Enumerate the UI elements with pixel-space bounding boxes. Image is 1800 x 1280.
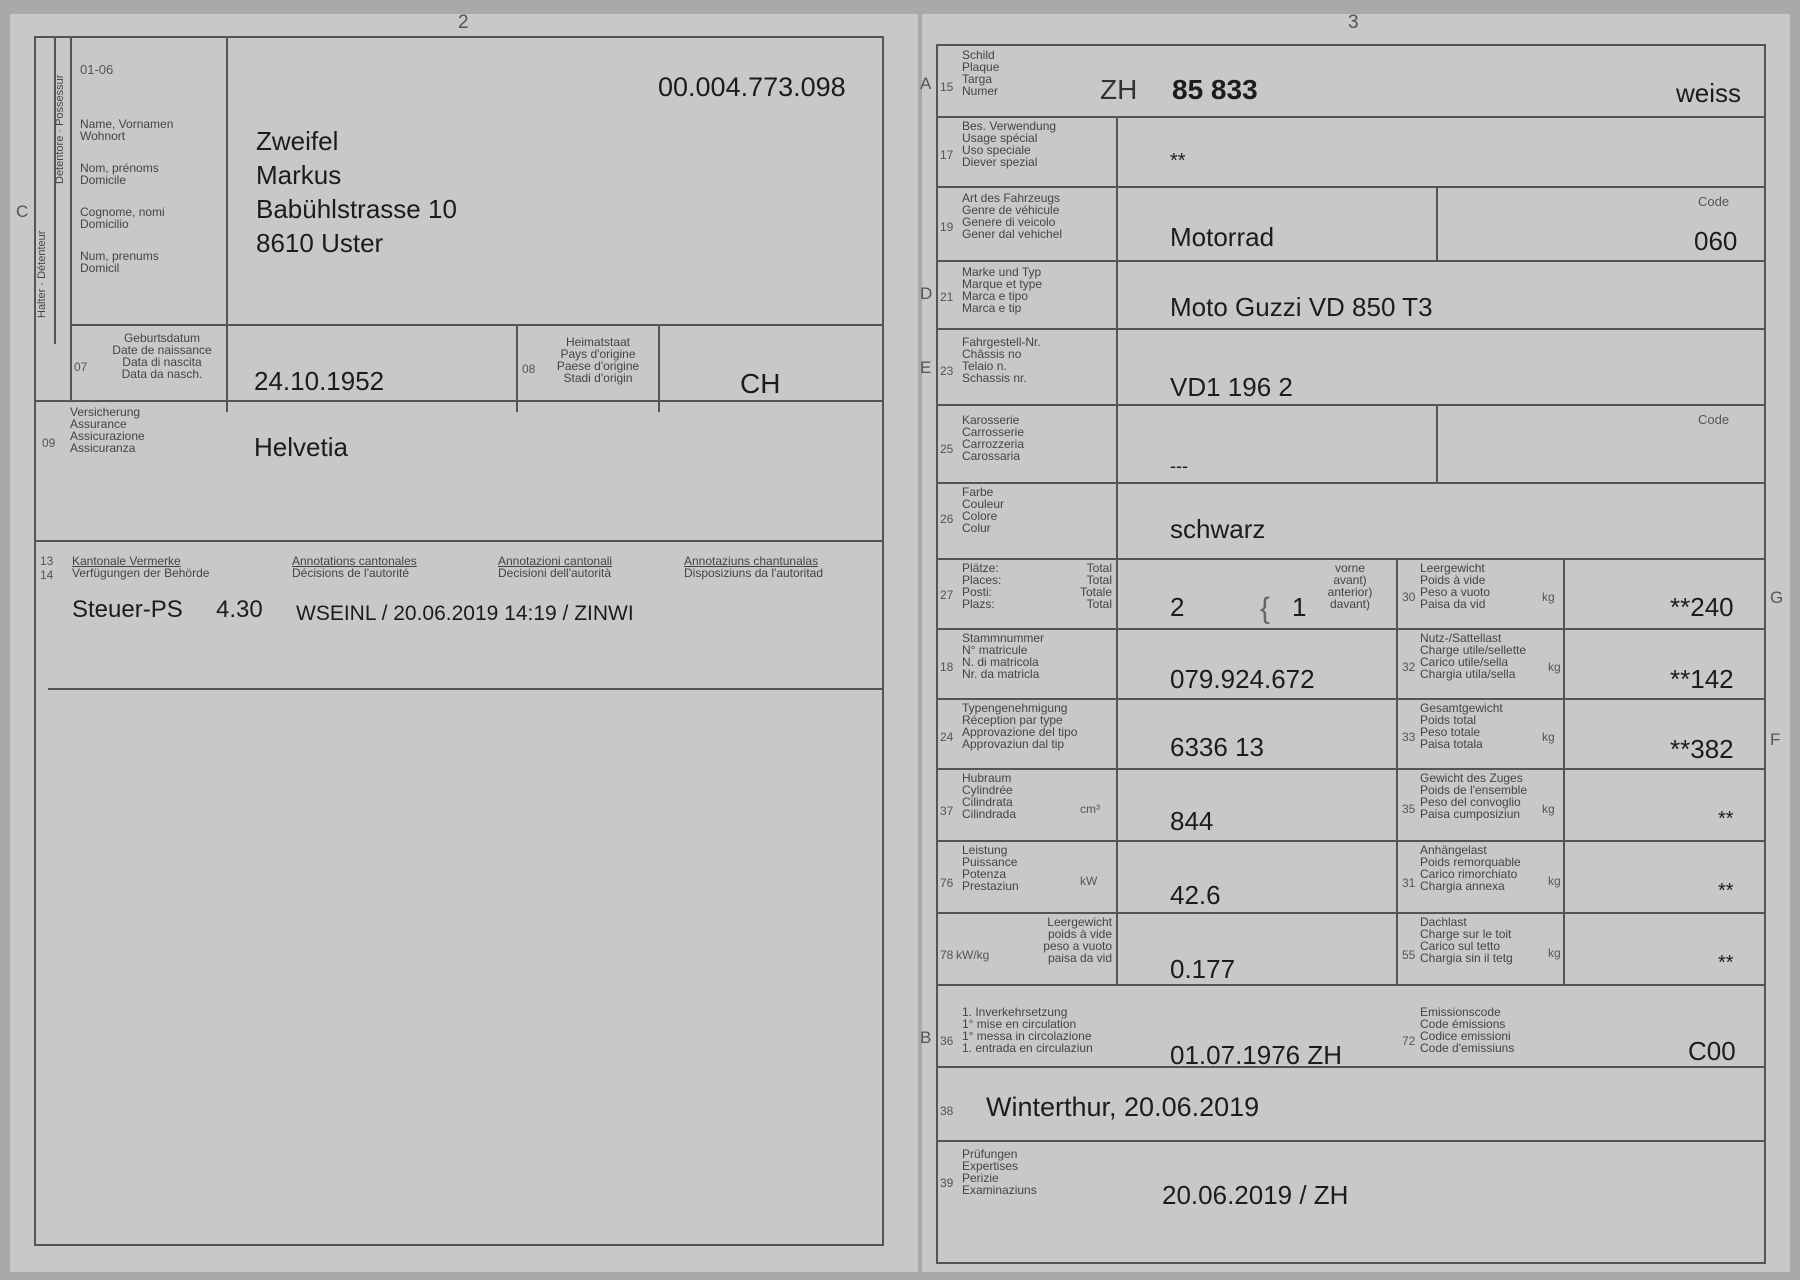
birth-labels: Geburtsdatum Date de naissance Data di nascita Data da nasch. <box>112 331 212 381</box>
total-weight-unit: kg <box>1542 730 1555 744</box>
power-unit: kW <box>1080 874 1098 888</box>
insurance-field-number: 09 <box>42 436 56 450</box>
annotations-de: Kantonale Vermerke Verfügungen der Behörde <box>72 554 210 580</box>
first-registration-field-number: 36 <box>940 1034 954 1048</box>
holder-surname: Zweifel <box>256 126 339 156</box>
first-registration-labels: 1. Inverkehrsetzung 1° mise en circulation 1° messa in circolazione 1. entrada en circulaziun <box>962 1005 1093 1055</box>
plate-labels: Schild Plaque Targa Numer <box>962 48 1000 98</box>
frame-top <box>34 36 884 38</box>
type-approval: 6336 13 <box>1170 732 1264 762</box>
marker-b: B <box>920 1028 932 1047</box>
matricule-field-number: 18 <box>940 660 954 674</box>
holder-firstname: Markus <box>256 160 342 190</box>
seats-field-number: 27 <box>940 588 954 602</box>
birth-field-number: 07 <box>74 360 88 374</box>
roof-load-labels: Dachlast Charge sur le toit Carico sul tetto Chargia sin il tetg <box>1420 915 1513 965</box>
holder-vertical-label-1: Halter · Détenteur <box>36 230 48 318</box>
frame-right <box>1764 44 1766 1264</box>
holder-vertical-label-2: Detentore · Possessur <box>54 74 66 184</box>
inspections: 20.06.2019 / ZH <box>1162 1180 1349 1210</box>
holder-field-code: 01-06 <box>80 62 114 77</box>
make-field-number: 21 <box>940 290 954 304</box>
trailer-load-unit: kg <box>1548 874 1561 888</box>
emission-code: C00 <box>1688 1036 1736 1066</box>
inspections-field-number: 39 <box>940 1176 954 1190</box>
plate-number: 85 833 <box>1172 74 1258 105</box>
plate-color: weiss <box>1676 78 1742 108</box>
place-date-field-number: 38 <box>940 1104 954 1118</box>
vehicle-type-field-number: 19 <box>940 220 954 234</box>
seats-labels: Plätze: Places: Posti: Plazs: <box>962 561 1002 611</box>
seats-total: 2 <box>1170 592 1185 622</box>
tax-hp-value: 4.30 <box>216 596 263 623</box>
type-approval-labels: Typengenehmigung Réception par type Approvazione del tipo Approvaziun dal tip <box>962 701 1078 751</box>
origin-country: CH <box>740 368 781 399</box>
right-page <box>922 14 1790 1272</box>
empty-weight-labels: Leergewicht Poids à vide Peso a vuoto Paisa da vid <box>1420 561 1491 611</box>
power-ratio-field-number: 78 <box>940 948 954 962</box>
total-weight: **382 <box>1670 734 1734 764</box>
plate-canton: ZH <box>1100 74 1138 105</box>
power-ratio-unit: kW/kg <box>956 948 990 962</box>
total-weight-field-number: 33 <box>1402 730 1416 744</box>
marker-f: F <box>1770 730 1781 749</box>
payload-field-number: 32 <box>1402 660 1416 674</box>
frame-bottom <box>34 1244 884 1246</box>
empty-weight: **240 <box>1670 592 1734 622</box>
vehicle-type-labels: Art des Fahrzeugs Genre de véhicule Genere di veicolo Gener dal vehichel <box>962 191 1063 241</box>
use-value: ** <box>1170 150 1186 172</box>
frame-right <box>882 36 884 1246</box>
seats-total-labels: Total Total Totale Total <box>1079 561 1112 611</box>
seats-front-labels: vorne avant) anterior) davant) <box>1327 561 1373 611</box>
payload-labels: Nutz-/Sattellast Charge utile/sellette Carico utile/sella Chargia utila/sella <box>1420 631 1527 681</box>
power-ratio: 0.177 <box>1170 954 1236 984</box>
marker-e: E <box>920 358 932 377</box>
birth-date: 24.10.1952 <box>254 366 385 396</box>
train-weight: ** <box>1718 808 1734 830</box>
train-weight-unit: kg <box>1542 802 1555 816</box>
roof-load-unit: kg <box>1548 946 1561 960</box>
type-approval-field-number: 24 <box>940 730 954 744</box>
first-registration: 01.07.1976 ZH <box>1170 1040 1343 1070</box>
holder-labels: Name, Vornamen Wohnort Nom, prénoms Domicile Cognome, nomi Domicilio Num, prenums Domicil <box>80 117 174 275</box>
holder-number: 00.004.773.098 <box>658 72 846 102</box>
displacement-field-number: 37 <box>940 804 954 818</box>
plate-field-number: 15 <box>940 80 954 94</box>
marker-d: D <box>920 284 933 303</box>
origin-labels: Heimatstaat Pays d'origine Paese d'origine Stadi d'origin <box>556 335 640 385</box>
chassis-number: VD1 196 2 <box>1170 372 1293 402</box>
matricule-labels: Stammnummer N° matricule N. di matricola Nr. da matricla <box>962 631 1045 681</box>
power-labels: Leistung Puissance Potenza Prestaziun <box>962 843 1019 893</box>
annotations-rm: Annotaziuns chantunalas Disposiziuns da l'autoritad <box>684 554 824 580</box>
trailer-load-labels: Anhängelast Poids remorquable Carico rimorchiato Chargia annexa <box>1420 843 1521 893</box>
side-marker-c: C <box>16 202 29 221</box>
total-weight-labels: Gesamtgewicht Poids total Peso totale Paisa totala <box>1420 701 1503 751</box>
use-labels: Bes. Verwendung Usage spécial Uso speciale Diever spezial <box>962 119 1057 169</box>
annotations-it: Annotazioni cantonali Decisioni dell'autorità <box>498 554 613 580</box>
holder-address <box>256 124 457 260</box>
roof-load-field-number: 55 <box>1402 948 1416 962</box>
annotations-num-13: 13 <box>40 554 54 568</box>
emission-field-number: 72 <box>1402 1034 1416 1048</box>
insurance-labels: Versicherung Assurance Assicurazione Assicuranza <box>70 405 145 455</box>
frame-top <box>936 44 1766 46</box>
body-field-number: 25 <box>940 442 954 456</box>
origin-field-number: 08 <box>522 362 536 376</box>
annotations-num-14: 14 <box>40 568 54 582</box>
use-field-number: 17 <box>940 148 954 162</box>
matricule-number: 079.924.672 <box>1170 664 1315 694</box>
roof-load: ** <box>1718 952 1734 974</box>
trailer-load: ** <box>1718 880 1734 902</box>
power-field-number: 76 <box>940 876 954 890</box>
frame-bottom <box>936 1262 1766 1264</box>
annotation-stamp: WSEINL / 20.06.2019 14:19 / ZINWI <box>296 602 634 625</box>
page-number: 2 <box>458 12 469 33</box>
page-number: 3 <box>1348 12 1359 33</box>
holder-street: Babühlstrasse 10 <box>256 194 457 224</box>
holder-city: 8610 Uster <box>256 228 384 258</box>
trailer-load-field-number: 31 <box>1402 876 1416 890</box>
color-value: schwarz <box>1170 514 1266 544</box>
emission-labels: Emissionscode Code émissions Codice emissioni Code d'emissiuns <box>1420 1005 1515 1055</box>
payload-unit: kg <box>1548 660 1561 674</box>
vehicle-type-code: 060 <box>1694 226 1738 256</box>
make-and-type: Moto Guzzi VD 850 T3 <box>1170 292 1433 322</box>
holder-vertical-label-b <box>54 40 70 190</box>
holder-vertical-label <box>36 108 54 328</box>
empty-weight-unit: kg <box>1542 590 1555 604</box>
seats-front: 1 <box>1292 592 1307 622</box>
tax-hp-label: Steuer-PS <box>72 596 183 623</box>
color-field-number: 26 <box>940 512 954 526</box>
body-code-label: Code <box>1698 412 1730 427</box>
body-value: --- <box>1170 456 1188 476</box>
power-ratio-labels: Leergewicht poids à vide peso a vuoto paisa da vid <box>1043 915 1112 965</box>
make-labels: Marke und Typ Marque et type Marca e tipo Marca e tip <box>962 265 1043 315</box>
annotations-fr: Annotations cantonales Décisions de l'autorité <box>292 554 417 580</box>
empty-weight-field-number: 30 <box>1402 590 1416 604</box>
vehicle-type: Motorrad <box>1170 222 1275 252</box>
insurance-name: Helvetia <box>254 432 348 462</box>
marker-g: G <box>1770 588 1784 607</box>
train-weight-labels: Gewicht des Zuges Poids de l'ensemble Peso del convoglio Paisa cumposiziun <box>1420 771 1528 821</box>
displacement-labels: Hubraum Cylindrée Cilindrata Cilindrada <box>962 771 1017 821</box>
color-labels: Farbe Couleur Colore Colur <box>962 485 1005 535</box>
power: 42.6 <box>1170 880 1221 910</box>
left-page <box>10 14 918 1272</box>
inspections-labels: Prüfungen Expertises Perizie Examinaziuns <box>962 1147 1037 1197</box>
payload: **142 <box>1670 664 1734 694</box>
displacement: 844 <box>1170 806 1214 836</box>
seats-bracket: { <box>1260 592 1271 625</box>
place-date: Winterthur, 20.06.2019 <box>986 1092 1260 1122</box>
frame-left <box>936 44 938 1264</box>
displacement-unit: cm³ <box>1080 802 1100 816</box>
chassis-labels: Fahrgestell-Nr. Châssis no Telaio n. Schassis nr. <box>962 335 1041 385</box>
vehicle-type-code-label: Code <box>1698 194 1730 209</box>
marker-a: A <box>920 74 932 93</box>
body-labels: Karosserie Carrosserie Carrozzeria Carossaria <box>962 413 1025 463</box>
chassis-field-number: 23 <box>940 364 954 378</box>
train-weight-field-number: 35 <box>1402 802 1416 816</box>
